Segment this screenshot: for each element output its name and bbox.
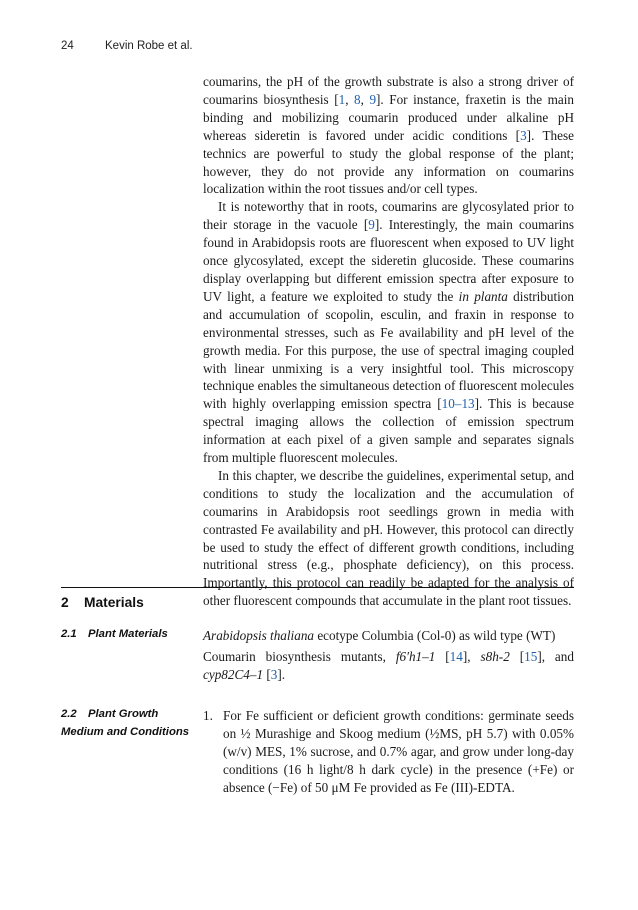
subsection-heading-growth-medium [61,706,191,742]
subsection-title: Plant Materials [88,628,168,640]
citation-ref: 9 [368,217,375,233]
text-run: ], and [537,649,574,664]
subsection-heading-plant-materials [61,626,191,644]
text-run: [ [509,649,525,664]
text-run: , [360,91,370,107]
citation-ref: 8 [354,91,361,107]
citation-ref: 14 [449,649,463,664]
subsection-number: 2.2 [61,708,77,720]
text-run: coumarins, the pH of the growth substrate is also a strong driver of coumarins biosynthesis [ [203,74,574,107]
growth-conditions-list [203,707,574,797]
list-item-text [223,708,574,795]
section-heading [61,595,144,610]
text-run: distribution and accumulation of scopolin, esculin, and fraxin in response to environmental stresses, such as Fe availability and pH level of the growth media. For this purpose, the use of spectral imaging coupled with linear unmixing is a very insightful tool. This microscopy technique enables the simultaneous detection of fluorescent molecules with highly overlapping emission spectra [ [203,288,574,412]
subsection-number: 2.1 [61,628,77,640]
italic-term: cyp82C4–1 [203,666,264,682]
running-head [61,40,193,52]
subsection-title: Plant Growth Medium and Conditions [61,708,190,738]
citation-ref: 9 [369,91,377,107]
text-run: ]. For instance, fraxetin is the main binding and mobilizing coumarin produced under alkaline pH whereas sideretin is favored under acidic conditions [ [203,91,574,143]
page-number: 24 [61,40,74,52]
citation-ref: 1 [338,91,346,107]
text-run: ], [462,649,481,664]
citation-ref: 3 [520,127,527,143]
intro-paragraph-2 [203,198,574,467]
citation-ref: 10–13 [441,396,475,412]
plant-materials-mutants [203,648,574,684]
list-item-number: 1. [203,708,213,723]
text-run: In this chapter, we describe the guidelines, experimental setup, and conditions to study the localization and the accumulation of coumarins in Arabidopsis root seedlings grown in media with contrasted Fe availability and pH. However, this protocol can directly be used to study the effect of different growth conditions, including nutritional stress (e.g., phosphate deficiency), on this process. Importantly, this protocol can readily be adapted for the analysis of other fluorescent compounds that accumulate in the plant root tissues. [203,467,574,609]
text-run: [ [263,666,271,682]
text-run: ]. These technics are powerful to study the global response of the plant; however, they do not provide any information on coumarins localization within the root tissues and/or cell types. [203,127,574,197]
citation-ref: 15 [524,649,538,664]
plant-materials-wild-type [203,627,574,645]
italic-term: s8h-2 [480,649,510,664]
text-run: ]. This is because spectral imaging allows the collection of emission spectrum information at each pixel of a given sample and separates signals from multiple fluorescent molecules. [203,396,574,466]
section-number: 2 [61,595,69,610]
intro-text [203,73,574,610]
text-run: For Fe sufficient or deficient growth conditions: germinate seeds on ½ Murashige and Skoog medium (½MS, pH 5.7) with 0.05% (w/v) MES, 1% sucrose, and 0.7% agar, and grow under long-day conditions (16 h light/8 h dark cycle) in the presence (+Fe) or absence (−Fe) of 50 μM Fe provided as Fe (III)-EDTA. [223,708,574,795]
text-run: ]. Interestingly, the main coumarins found in Arabidopsis roots are fluorescent when exposed to UV light once glycosylated, except the sideretin glucoside. These coumarins display overlapping but different emission spectra after exposure to UV light, a feature we exploited to study the [203,217,574,304]
intro-paragraph-3 [203,467,574,610]
text-run: ecotype Columbia (Col-0) as wild type (WT) [314,628,556,643]
text-run: Coumarin biosynthesis mutants, [203,649,396,664]
intro-paragraph-1 [203,73,574,198]
text-run: It is noteworthy that in roots, coumarins are glycosylated prior to their storage in the vacuole [ [203,199,574,233]
text-run: [ [435,649,450,664]
text-run: , [345,91,355,107]
section-divider [61,587,574,588]
italic-term: Arabidopsis thaliana [203,628,315,643]
italic-term: in planta [458,288,508,304]
section-title: Materials [84,595,144,610]
text-run: ]. [277,666,286,682]
italic-term: f6′h1–1 [395,649,436,664]
citation-ref: 3 [270,666,278,682]
running-head-authors: Kevin Robe et al. [105,40,193,52]
list-item [203,707,574,797]
